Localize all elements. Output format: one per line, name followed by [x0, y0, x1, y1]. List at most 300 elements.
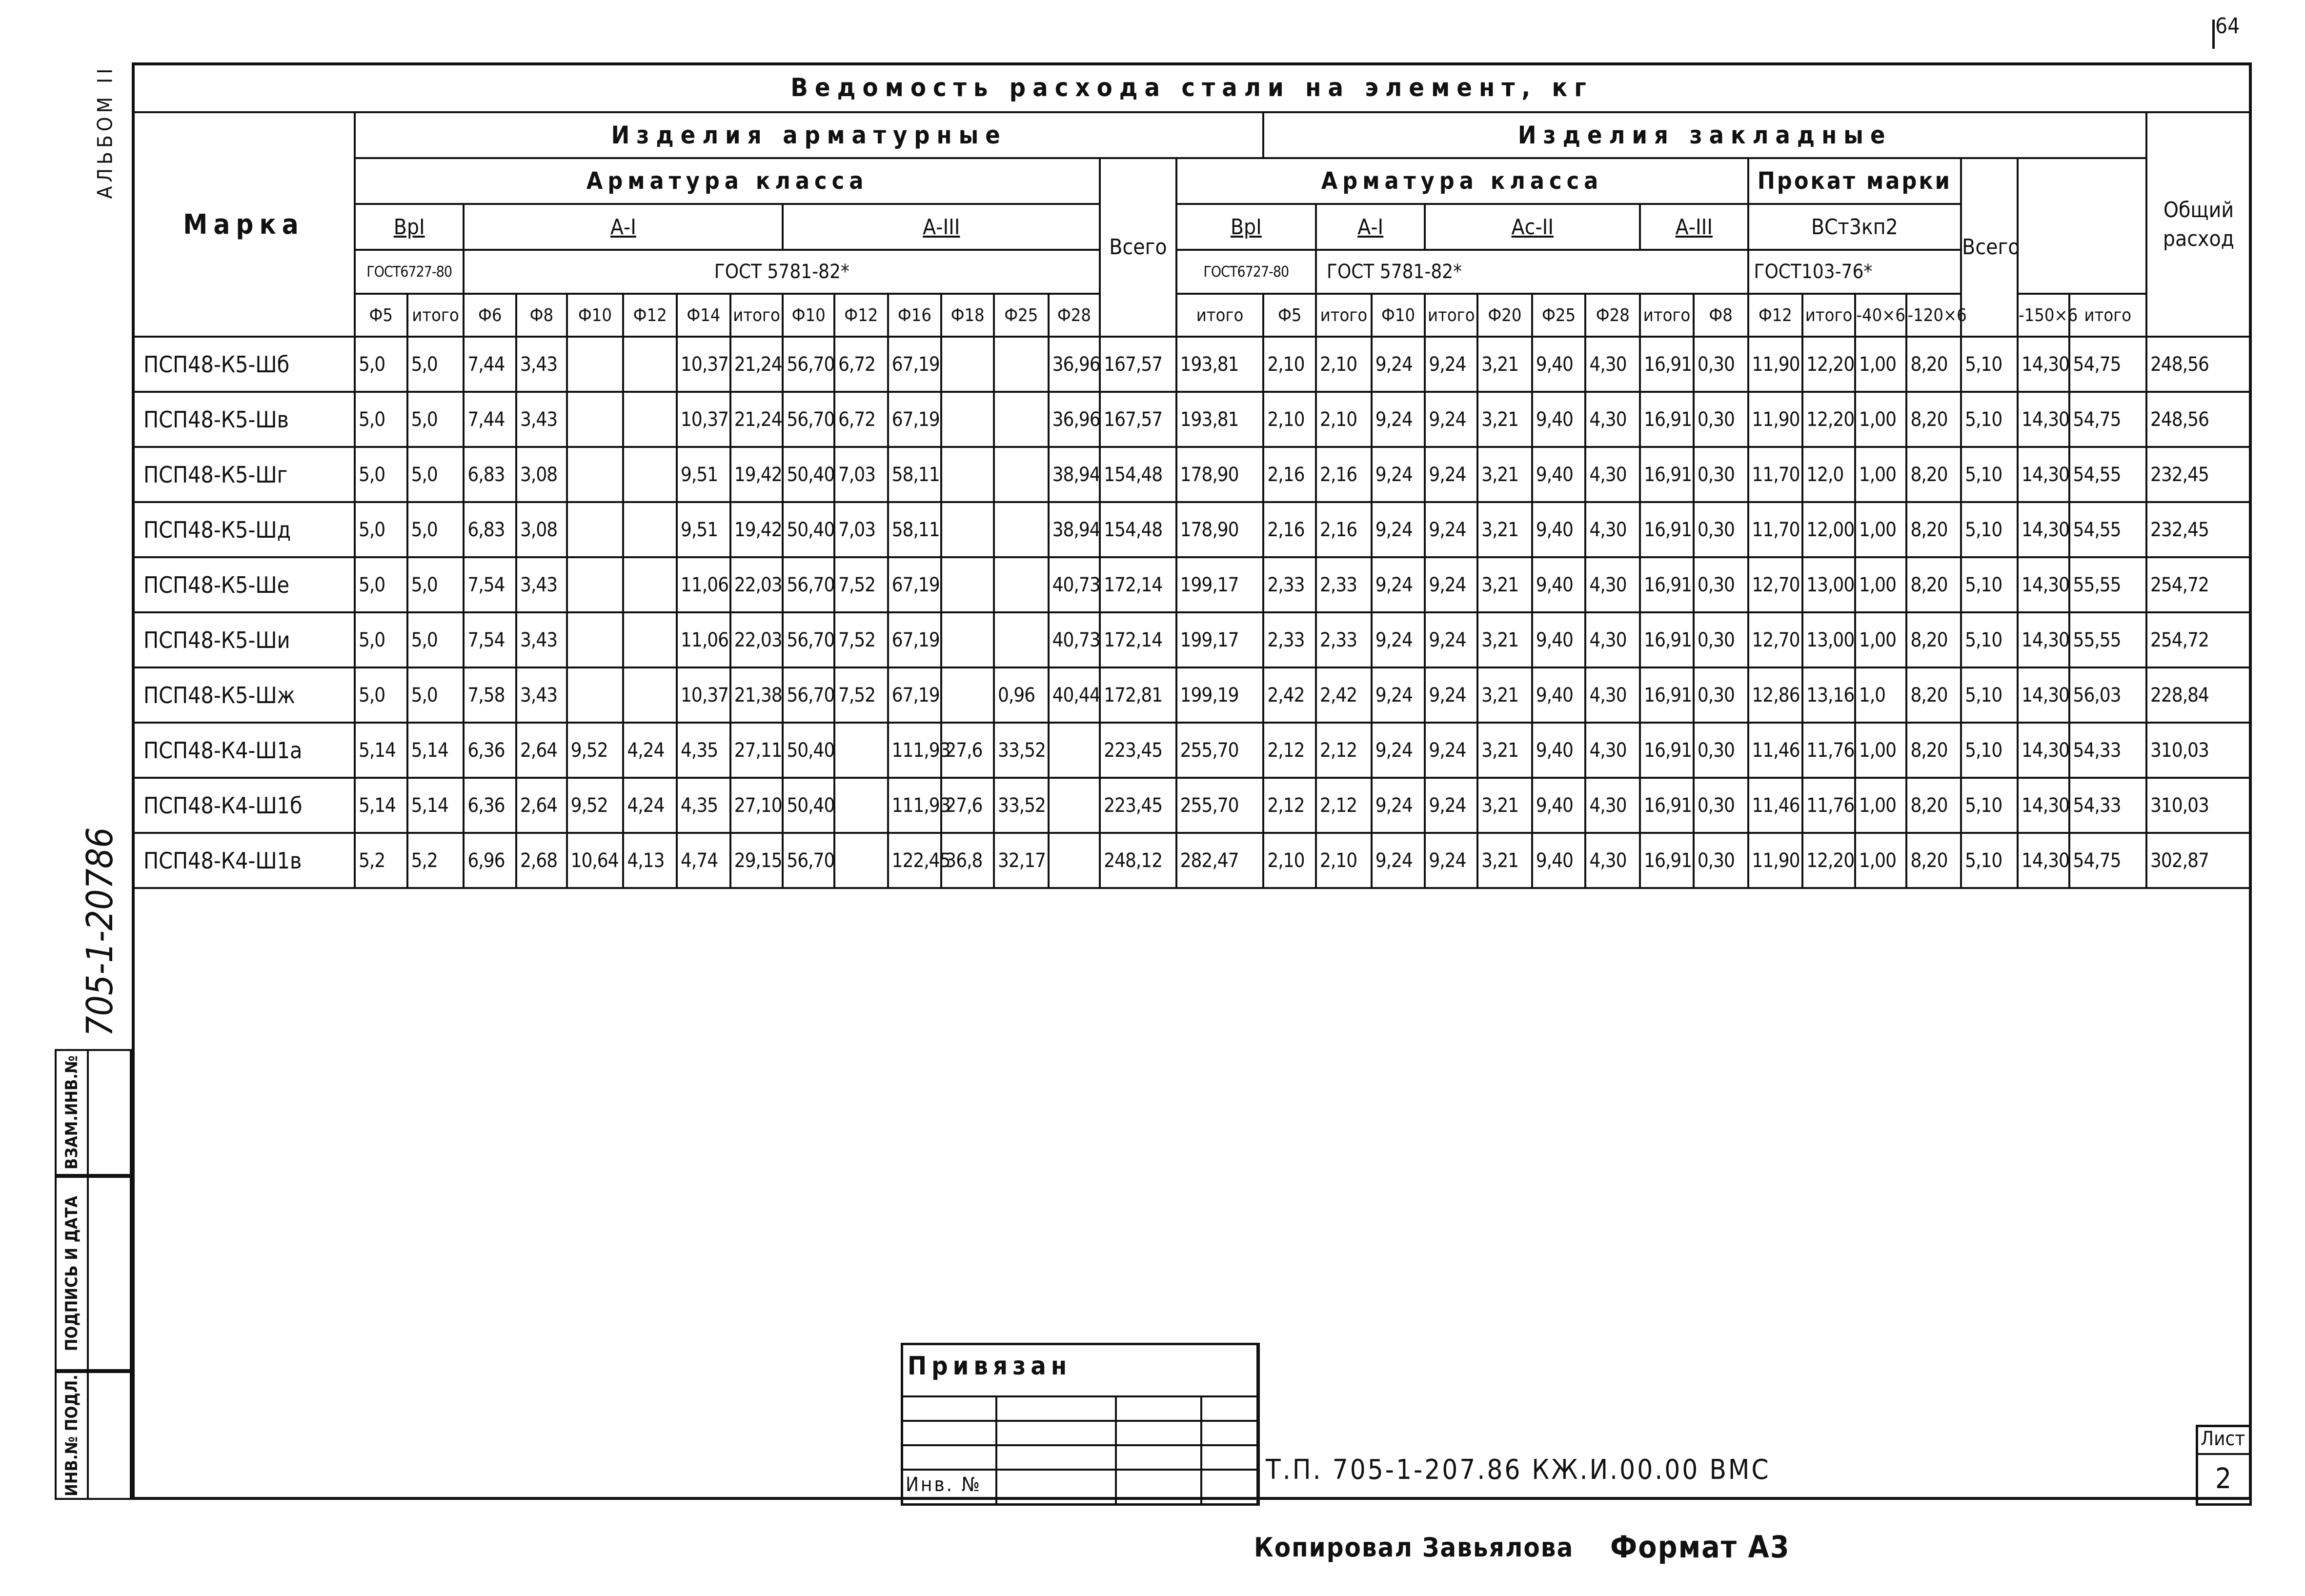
- value-cell: 12,70: [1748, 612, 1803, 667]
- value-cell: 3,21: [1477, 392, 1532, 447]
- value-cell: 5,0: [407, 502, 464, 557]
- tb-line: [901, 1469, 1259, 1471]
- value-cell: 154,48: [1100, 502, 1176, 557]
- value-cell: 56,70: [783, 612, 834, 667]
- value-cell: 11,06: [677, 612, 730, 667]
- value-cell: 0,30: [1694, 612, 1748, 667]
- value-cell: 4,24: [623, 778, 677, 833]
- value-cell: [623, 337, 677, 392]
- value-cell: 10,37: [677, 667, 730, 723]
- value-cell: 254,72: [2146, 612, 2251, 667]
- class-a3: А-III: [783, 204, 1100, 250]
- value-cell: 56,70: [783, 557, 834, 612]
- value-cell: 2,64: [516, 723, 567, 778]
- value-cell: 14,30: [2018, 337, 2069, 392]
- value-cell: 56,70: [783, 337, 834, 392]
- value-cell: 12,20: [1802, 392, 1855, 447]
- album-label: АЛЬБОМ II: [93, 64, 117, 199]
- value-cell: 5,0: [407, 667, 464, 723]
- value-cell: 1,00: [1855, 392, 1907, 447]
- value-cell: 27,6: [941, 778, 994, 833]
- value-cell: 2,16: [1263, 447, 1316, 502]
- marka-cell: ПСП48-К5-Шб: [133, 337, 355, 392]
- sub-header-cell: Ф28: [1585, 294, 1640, 337]
- value-cell: [994, 557, 1049, 612]
- value-cell: 40,73: [1049, 612, 1100, 667]
- value-cell: [941, 557, 994, 612]
- value-cell: 12,70: [1748, 557, 1803, 612]
- value-cell: 5,0: [355, 337, 407, 392]
- sub-header-cell: Ф8: [516, 294, 567, 337]
- value-cell: [623, 502, 677, 557]
- value-cell: 7,44: [464, 392, 516, 447]
- value-cell: 0,30: [1694, 447, 1748, 502]
- value-cell: 1,00: [1855, 612, 1907, 667]
- value-cell: 4,30: [1585, 723, 1640, 778]
- value-cell: 50,40: [783, 502, 834, 557]
- value-cell: 2,64: [516, 778, 567, 833]
- value-cell: 67,19: [888, 392, 942, 447]
- value-cell: 50,40: [783, 778, 834, 833]
- value-cell: 4,24: [623, 723, 677, 778]
- value-cell: 16,91: [1640, 392, 1694, 447]
- value-cell: [1049, 833, 1100, 888]
- value-cell: 40,44: [1049, 667, 1100, 723]
- value-cell: 8,20: [1906, 392, 1961, 447]
- value-cell: 54,55: [2069, 502, 2146, 557]
- value-cell: [994, 502, 1049, 557]
- value-cell: 5,10: [1961, 833, 2018, 888]
- value-cell: 11,90: [1748, 337, 1803, 392]
- value-cell: 14,30: [2018, 723, 2069, 778]
- sub-header-cell: -120×6: [1906, 294, 1961, 337]
- value-cell: 9,24: [1425, 502, 1477, 557]
- class-vr1: ВрI: [355, 204, 464, 250]
- privyazan-label: Привязан: [908, 1352, 1072, 1381]
- value-cell: 29,15: [730, 833, 783, 888]
- value-cell: 9,24: [1372, 612, 1425, 667]
- value-cell: 1,00: [1855, 723, 1907, 778]
- value-cell: 0,96: [994, 667, 1049, 723]
- value-cell: 199,17: [1176, 612, 1264, 667]
- value-cell: [623, 447, 677, 502]
- value-cell: [623, 557, 677, 612]
- value-cell: 5,0: [355, 392, 407, 447]
- sub-header-cell: -40×6: [1855, 294, 1907, 337]
- sub-header-cell: Ф10: [567, 294, 624, 337]
- value-cell: 22,03: [730, 557, 783, 612]
- value-cell: 5,10: [1961, 612, 2018, 667]
- value-cell: 9,40: [1532, 612, 1586, 667]
- value-cell: 13,00: [1802, 612, 1855, 667]
- value-cell: 9,40: [1532, 833, 1586, 888]
- table-empty-space: [133, 888, 2251, 1406]
- sub-header-cell: Ф6: [464, 294, 516, 337]
- value-cell: 5,0: [355, 612, 407, 667]
- value-cell: 16,91: [1640, 833, 1694, 888]
- value-cell: [567, 557, 624, 612]
- sub-header-row: [133, 294, 2251, 337]
- tb-line: [901, 1420, 1259, 1422]
- value-cell: 6,72: [834, 337, 888, 392]
- table-row: [133, 667, 2251, 723]
- value-cell: 5,0: [407, 612, 464, 667]
- value-cell: 36,96: [1049, 337, 1100, 392]
- value-cell: 3,21: [1477, 337, 1532, 392]
- value-cell: 2,12: [1316, 778, 1372, 833]
- value-cell: 9,24: [1425, 392, 1477, 447]
- tb-line: [1115, 1395, 1117, 1506]
- value-cell: 178,90: [1176, 502, 1264, 557]
- value-cell: 14,30: [2018, 502, 2069, 557]
- value-cell: [941, 447, 994, 502]
- sub-header-cell: Ф5: [1263, 294, 1316, 337]
- value-cell: 232,45: [2146, 502, 2251, 557]
- value-cell: 172,81: [1100, 667, 1176, 723]
- value-cell: 9,24: [1372, 447, 1425, 502]
- value-cell: 10,37: [677, 337, 730, 392]
- value-cell: 2,10: [1263, 392, 1316, 447]
- sub-header-cell: итого: [2069, 294, 2146, 337]
- sub-header-cell: итого: [1640, 294, 1694, 337]
- value-cell: 6,96: [464, 833, 516, 888]
- value-cell: 2,33: [1263, 557, 1316, 612]
- value-cell: 7,03: [834, 502, 888, 557]
- value-cell: 1,0: [1855, 667, 1907, 723]
- inv-no-label: Инв. №: [906, 1474, 982, 1496]
- value-cell: 9,24: [1372, 337, 1425, 392]
- value-cell: 3,43: [516, 667, 567, 723]
- value-cell: 55,55: [2069, 557, 2146, 612]
- value-cell: 13,16: [1802, 667, 1855, 723]
- value-cell: [623, 392, 677, 447]
- value-cell: 16,91: [1640, 337, 1694, 392]
- value-cell: 9,24: [1425, 612, 1477, 667]
- value-cell: 5,0: [355, 557, 407, 612]
- marka-header: Марка: [133, 112, 355, 337]
- value-cell: 13,00: [1802, 557, 1855, 612]
- value-cell: 10,37: [677, 392, 730, 447]
- value-cell: 38,94: [1049, 447, 1100, 502]
- value-cell: 254,72: [2146, 557, 2251, 612]
- tb-line: [901, 1444, 1259, 1446]
- value-cell: 7,52: [834, 612, 888, 667]
- value-cell: 9,24: [1425, 337, 1477, 392]
- value-cell: 67,19: [888, 667, 942, 723]
- value-cell: 5,0: [407, 557, 464, 612]
- value-cell: 9,24: [1372, 778, 1425, 833]
- value-cell: 5,14: [355, 723, 407, 778]
- tb-line: [1258, 1343, 1260, 1506]
- value-cell: 40,73: [1049, 557, 1100, 612]
- value-cell: [567, 392, 624, 447]
- value-cell: 167,57: [1100, 392, 1176, 447]
- value-cell: 54,75: [2069, 833, 2146, 888]
- value-cell: 248,12: [1100, 833, 1176, 888]
- class-vr1-z: ВрI: [1176, 204, 1316, 250]
- value-cell: 9,24: [1425, 833, 1477, 888]
- value-cell: 9,40: [1532, 392, 1586, 447]
- value-cell: [941, 612, 994, 667]
- table-row: [133, 392, 2251, 447]
- value-cell: 16,91: [1640, 667, 1694, 723]
- value-cell: 2,12: [1263, 723, 1316, 778]
- value-cell: 3,21: [1477, 557, 1532, 612]
- value-cell: 223,45: [1100, 723, 1176, 778]
- value-cell: 4,30: [1585, 612, 1640, 667]
- sub-header-cell: Ф5: [355, 294, 407, 337]
- value-cell: 3,43: [516, 557, 567, 612]
- value-cell: 7,58: [464, 667, 516, 723]
- value-cell: 2,42: [1263, 667, 1316, 723]
- value-cell: 2,16: [1316, 502, 1372, 557]
- value-cell: [1049, 723, 1100, 778]
- stamp-vzam-inv: ВЗАМ.ИНВ.№: [55, 1049, 89, 1176]
- value-cell: 172,14: [1100, 557, 1176, 612]
- sub-header-cell: Ф12: [834, 294, 888, 337]
- value-cell: 3,21: [1477, 723, 1532, 778]
- class-a1-z: А-I: [1316, 204, 1425, 250]
- value-cell: 14,30: [2018, 612, 2069, 667]
- value-cell: 38,94: [1049, 502, 1100, 557]
- value-cell: 4,13: [623, 833, 677, 888]
- value-cell: 111,93: [888, 778, 942, 833]
- value-cell: 9,40: [1532, 667, 1586, 723]
- value-cell: 2,10: [1316, 337, 1372, 392]
- value-cell: 14,30: [2018, 392, 2069, 447]
- value-cell: [567, 447, 624, 502]
- value-cell: 1,00: [1855, 502, 1907, 557]
- value-cell: 1,00: [1855, 447, 1907, 502]
- value-cell: 9,24: [1425, 723, 1477, 778]
- value-cell: 3,21: [1477, 612, 1532, 667]
- value-cell: 54,75: [2069, 392, 2146, 447]
- value-cell: 27,10: [730, 778, 783, 833]
- value-cell: 7,44: [464, 337, 516, 392]
- value-cell: [941, 502, 994, 557]
- value-cell: 27,11: [730, 723, 783, 778]
- page-number: 64: [2215, 14, 2240, 39]
- sub-header-cell: Ф14: [677, 294, 730, 337]
- value-cell: 11,76: [1802, 723, 1855, 778]
- value-cell: 4,30: [1585, 833, 1640, 888]
- value-cell: 50,40: [783, 447, 834, 502]
- value-cell: 8,20: [1906, 723, 1961, 778]
- value-cell: 5,10: [1961, 723, 2018, 778]
- value-cell: 58,11: [888, 447, 942, 502]
- value-cell: [623, 612, 677, 667]
- value-cell: 11,90: [1748, 833, 1803, 888]
- value-cell: 2,10: [1316, 392, 1372, 447]
- value-cell: 255,70: [1176, 723, 1264, 778]
- marka-cell: ПСП48-К5-Ше: [133, 557, 355, 612]
- table-body: [133, 337, 2251, 888]
- value-cell: 3,21: [1477, 447, 1532, 502]
- marka-cell: ПСП48-К4-Ш1а: [133, 723, 355, 778]
- value-cell: [994, 337, 1049, 392]
- value-cell: 4,30: [1585, 502, 1640, 557]
- stamp-podpis-data-field: [89, 1176, 132, 1371]
- value-cell: 6,83: [464, 502, 516, 557]
- marka-cell: ПСП48-К4-Ш1б: [133, 778, 355, 833]
- value-cell: 6,72: [834, 392, 888, 447]
- value-cell: [994, 392, 1049, 447]
- armatur-group-header: Изделия арматурные: [355, 112, 1263, 158]
- value-cell: 228,84: [2146, 667, 2251, 723]
- value-cell: [994, 447, 1049, 502]
- value-cell: 2,10: [1263, 833, 1316, 888]
- table-row: [133, 612, 2251, 667]
- value-cell: 3,21: [1477, 778, 1532, 833]
- value-cell: 7,52: [834, 667, 888, 723]
- value-cell: 5,0: [407, 447, 464, 502]
- value-cell: 11,70: [1748, 502, 1803, 557]
- value-cell: [941, 337, 994, 392]
- value-cell: [834, 723, 888, 778]
- value-cell: 199,19: [1176, 667, 1264, 723]
- value-cell: 12,00: [1802, 502, 1855, 557]
- value-cell: 4,30: [1585, 778, 1640, 833]
- value-cell: 9,24: [1425, 447, 1477, 502]
- value-cell: 67,19: [888, 612, 942, 667]
- value-cell: [1049, 778, 1100, 833]
- value-cell: 2,42: [1316, 667, 1372, 723]
- value-cell: [567, 667, 624, 723]
- sub-header-cell: Ф10: [1372, 294, 1425, 337]
- value-cell: 5,0: [407, 337, 464, 392]
- value-cell: 16,91: [1640, 778, 1694, 833]
- value-cell: 56,70: [783, 833, 834, 888]
- value-cell: 248,56: [2146, 392, 2251, 447]
- vsego-header-2: Всего: [1961, 158, 2018, 337]
- value-cell: 4,35: [677, 723, 730, 778]
- value-cell: 1,00: [1855, 833, 1907, 888]
- sub-header-cell: итого: [1316, 294, 1372, 337]
- value-cell: 9,24: [1425, 778, 1477, 833]
- value-cell: 4,30: [1585, 557, 1640, 612]
- class-a1: А-I: [464, 204, 783, 250]
- value-cell: [567, 502, 624, 557]
- class-vst: ВСт3кп2: [1748, 204, 1961, 250]
- value-cell: 5,0: [355, 447, 407, 502]
- list-number: 2: [2215, 1462, 2232, 1495]
- sub-header-cell: Ф12: [1748, 294, 1803, 337]
- value-cell: 310,03: [2146, 778, 2251, 833]
- sub-header-cell: итого: [1802, 294, 1855, 337]
- value-cell: 9,24: [1372, 723, 1425, 778]
- value-cell: 2,12: [1263, 778, 1316, 833]
- value-cell: 6,36: [464, 723, 516, 778]
- value-cell: 5,10: [1961, 502, 2018, 557]
- value-cell: 14,30: [2018, 667, 2069, 723]
- value-cell: 67,19: [888, 557, 942, 612]
- value-cell: 56,03: [2069, 667, 2146, 723]
- sub-header-cell: Ф20: [1477, 294, 1532, 337]
- prokat-marki-header: Прокат марки: [1748, 158, 1961, 204]
- value-cell: 12,20: [1802, 337, 1855, 392]
- armatura-klassa-header-1: Арматура класса: [355, 158, 1100, 204]
- value-cell: 5,0: [407, 392, 464, 447]
- value-cell: 4,74: [677, 833, 730, 888]
- value-cell: 154,48: [1100, 447, 1176, 502]
- value-cell: 67,19: [888, 337, 942, 392]
- value-cell: 56,70: [783, 392, 834, 447]
- value-cell: 5,14: [355, 778, 407, 833]
- tb-line: [901, 1395, 1259, 1397]
- value-cell: 10,64: [567, 833, 624, 888]
- value-cell: 19,42: [730, 447, 783, 502]
- value-cell: 6,83: [464, 447, 516, 502]
- value-cell: 0,30: [1694, 778, 1748, 833]
- value-cell: 12,20: [1802, 833, 1855, 888]
- value-cell: 5,10: [1961, 778, 2018, 833]
- value-cell: 5,10: [1961, 337, 2018, 392]
- drawing-code: Т.П. 705-1-207.86 КЖ.И.00.00 ВМС: [1266, 1454, 1771, 1486]
- value-cell: 9,24: [1372, 557, 1425, 612]
- value-cell: 178,90: [1176, 447, 1264, 502]
- value-cell: 3,08: [516, 447, 567, 502]
- sub-header-cell: Ф16: [888, 294, 942, 337]
- value-cell: 3,43: [516, 612, 567, 667]
- value-cell: [567, 612, 624, 667]
- value-cell: 1,00: [1855, 337, 1907, 392]
- stamp-inv-podl: ИНВ.№ ПОДЛ.: [55, 1371, 89, 1500]
- value-cell: 16,91: [1640, 612, 1694, 667]
- armatura-klassa-header-2: Арматура класса: [1176, 158, 1748, 204]
- value-cell: 5,2: [407, 833, 464, 888]
- value-cell: [834, 833, 888, 888]
- value-cell: 0,30: [1694, 667, 1748, 723]
- value-cell: 0,30: [1694, 723, 1748, 778]
- value-cell: 5,10: [1961, 447, 2018, 502]
- value-cell: [941, 392, 994, 447]
- value-cell: 4,30: [1585, 337, 1640, 392]
- value-cell: 255,70: [1176, 778, 1264, 833]
- value-cell: 282,47: [1176, 833, 1264, 888]
- sub-header-cell: итого: [730, 294, 783, 337]
- value-cell: 5,2: [355, 833, 407, 888]
- value-cell: [623, 667, 677, 723]
- table-row: [133, 557, 2251, 612]
- value-cell: 0,30: [1694, 392, 1748, 447]
- value-cell: 54,33: [2069, 723, 2146, 778]
- value-cell: 19,42: [730, 502, 783, 557]
- page-number-tick: [2212, 20, 2215, 49]
- format-label: Формат А3: [1610, 1529, 1790, 1565]
- value-cell: 9,52: [567, 778, 624, 833]
- marka-cell: ПСП48-К5-Шд: [133, 502, 355, 557]
- value-cell: 11,46: [1748, 778, 1803, 833]
- table-row: [133, 778, 2251, 833]
- sub-header-cell: -150×6: [2018, 294, 2069, 337]
- value-cell: 56,70: [783, 667, 834, 723]
- value-cell: 5,0: [355, 667, 407, 723]
- std-gost6727-z: ГОСТ6727-80: [1176, 250, 1316, 294]
- value-cell: 9,24: [1372, 502, 1425, 557]
- value-cell: 36,8: [941, 833, 994, 888]
- value-cell: 54,33: [2069, 778, 2146, 833]
- value-cell: 9,52: [567, 723, 624, 778]
- value-cell: 8,20: [1906, 833, 1961, 888]
- value-cell: 2,10: [1316, 833, 1372, 888]
- value-cell: 1,00: [1855, 778, 1907, 833]
- value-cell: 5,10: [1961, 557, 2018, 612]
- sub-header-cell: Ф12: [623, 294, 677, 337]
- steel-consumption-table: [132, 62, 2252, 1406]
- value-cell: 4,35: [677, 778, 730, 833]
- std-gost103: ГОСТ103-76*: [1748, 250, 1961, 294]
- value-cell: 33,52: [994, 723, 1049, 778]
